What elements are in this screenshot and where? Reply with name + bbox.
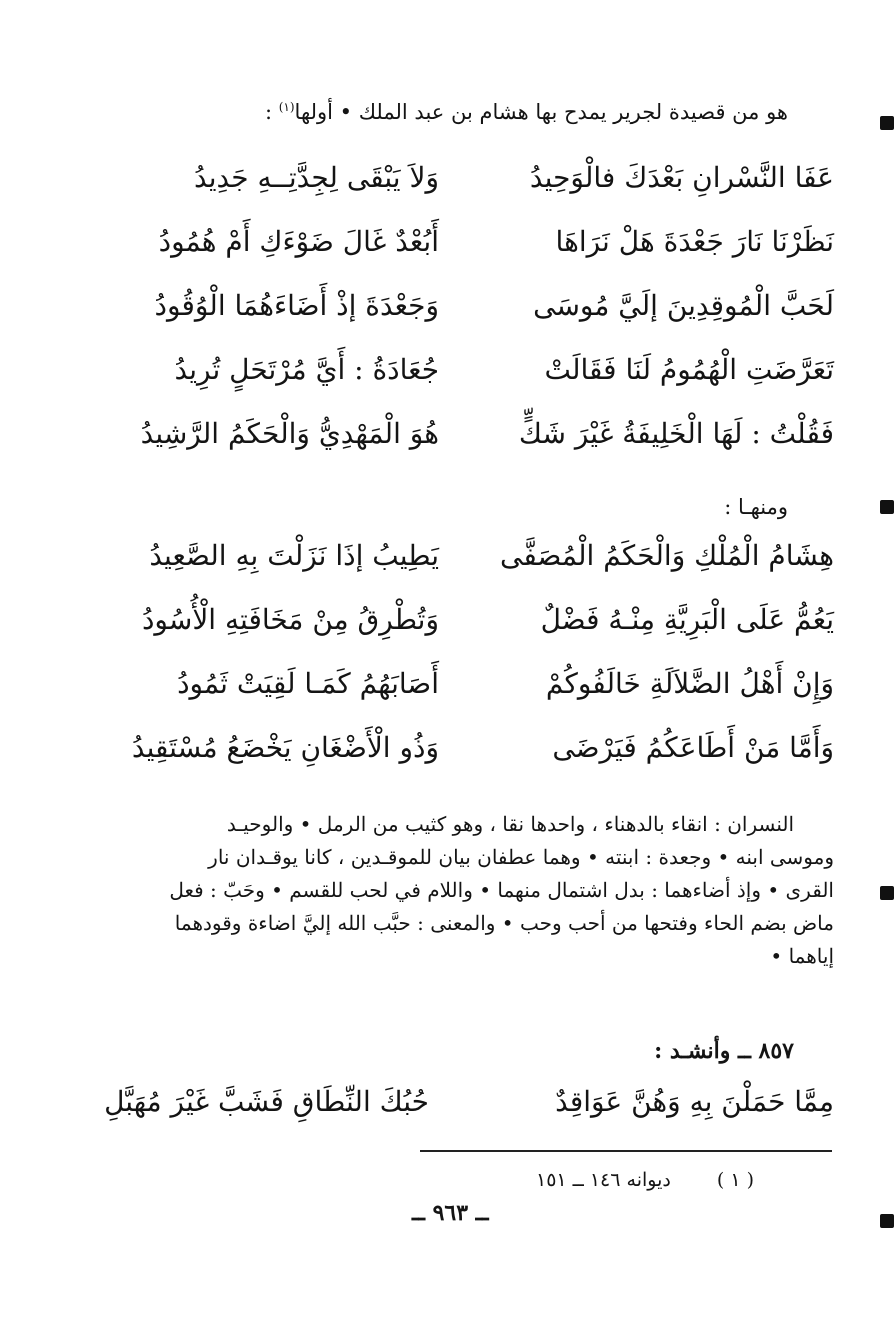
verse-3 [0, 278, 894, 342]
verse-1 [0, 150, 894, 214]
intro-line [148, 92, 788, 127]
verse-second-hemistich: جُعَادَةُ : أَيَّ مُرْتَحَلٍ تُرِيدُ [174, 353, 439, 386]
verse-7 [0, 592, 894, 656]
verse-second-hemistich: هُوَ الْمَهْدِيُّ وَالْحَكَمُ الرَّشِيدُ [140, 417, 439, 450]
verse-second-hemistich: وَتُطْرِقُ مِنْ مَخَافَتِهِ الْأُسُودُ [141, 603, 439, 636]
verse-first-hemistich: عَفَا النَّسْرانِ بَعْدَكَ فالْوَحِيدُ [529, 161, 834, 194]
verse-4 [0, 342, 894, 406]
verse-first-hemistich: وَإِنْ أَهْلُ الضَّلاَلَةِ خَالَفُوكُمْ [545, 667, 834, 700]
footnote-text: ديوانه ١٤٦ ــ ١٥١ [536, 1169, 671, 1191]
intro-text: هو من قصيدة لجرير يمدح بها هشام بن عبد الملك • أولها [294, 100, 788, 124]
verse-first-hemistich: هِشَامُ الْمُلْكِ وَالْحَكَمُ الْمُصَفَّى [500, 539, 834, 572]
verse-second-hemistich: حُبُكَ النِّطَاقِ فَشَبَّ غَيْرَ مُهَبَّلِ [104, 1085, 429, 1118]
verse-first-hemistich: نَظَرْنَا نَارَ جَعْدَةَ هَلْ نَرَاهَا [555, 225, 834, 258]
verse-second-hemistich: أَبُعْدٌ غَالَ ضَوْءَكِ أَمْ هُمُودُ [158, 225, 439, 258]
verse-first-hemistich: فَقُلْتُ : لَهَا الْخَلِيفَةُ غَيْرَ شَكٍّ [518, 417, 834, 450]
commentary-line: النسران : انقاء بالدهناء ، واحدها نقا ، وهو كثيب من الرمل • والوحيـد [226, 812, 794, 836]
verse-second-hemistich: أَصَابَهُمُ كَمَـا لَقِيَتْ ثَمُودُ [177, 667, 439, 700]
footnote-reference: (١) [278, 100, 295, 114]
poem-block-1 [0, 150, 894, 470]
binding-mark [880, 1214, 894, 1228]
commentary-line: وموسى ابنه • وجعدة : ابنته • وهما عطفان بيان للموقـدين ، كانا يوقـدان نار [208, 845, 834, 869]
verse-857 [0, 1074, 894, 1138]
verse-first-hemistich: وَأَمَّا مَنْ أَطَاعَكُمُ فَيَرْضَى [552, 731, 834, 764]
verse-second-hemistich: يَطِيبُ إذَا نَزَلْتَ بِهِ الصَّعِيدُ [149, 539, 439, 572]
commentary-line: إياهما • [770, 944, 834, 968]
binding-mark [880, 886, 894, 900]
verse-2 [0, 214, 894, 278]
verse-9 [0, 720, 894, 784]
commentary-line: القرى • وإذ أضاءهما : بدل اشتمال منهما • واللام في لحب للقسم • وحَبّ : فعل [169, 878, 834, 902]
footnote [536, 1166, 754, 1194]
verse-first-hemistich: لَحَبَّ الْمُوقِدِينَ إلَيَّ مُوسَى [533, 289, 834, 322]
commentary-line: ماض بضم الحاء وفتحها من أحب وحب • والمعنى : حبَّب الله إليَّ اضاءة وقودهما [174, 911, 834, 935]
verse-second-hemistich: وَلاَ يَبْقَى لِجِدَّتِــهِ جَدِيدُ [194, 161, 439, 194]
poem-block-2 [0, 528, 894, 784]
verse-first-hemistich: مِمَّا حَمَلْنَ بِهِ وَهُنَّ عَوَاقِدٌ [555, 1085, 834, 1118]
section-label: ومنهـا : [724, 495, 788, 519]
verse-5 [0, 406, 894, 470]
footnote-mark: ( ١ ) [716, 1169, 754, 1191]
binding-mark [880, 116, 894, 130]
verse-second-hemistich: وَذُو الْأَضْغَانِ يَخْضَعُ مُسْتَقِيدُ [131, 731, 439, 764]
footnote-divider [420, 1150, 832, 1152]
entry-heading: ٨٥٧ ــ وأنشـد : [654, 1038, 794, 1064]
page-number: ــ ٩٦٣ ــ [412, 1200, 489, 1226]
commentary [54, 808, 834, 973]
intro-colon: : [264, 100, 279, 124]
verse-8 [0, 656, 894, 720]
verse-6 [0, 528, 894, 592]
verse-second-hemistich: وَجَعْدَةَ إذْ أَضَاءَهُمَا الْوُقُودُ [154, 289, 439, 322]
verse-first-hemistich: يَعُمُّ عَلَى الْبَرِيَّةِ مِنْـهُ فَضْلٌ [540, 603, 834, 636]
binding-mark [880, 500, 894, 514]
verse-first-hemistich: تَعَرَّضَتِ الْهُمُومُ لَنَا فَقَالَتْ [544, 353, 834, 386]
